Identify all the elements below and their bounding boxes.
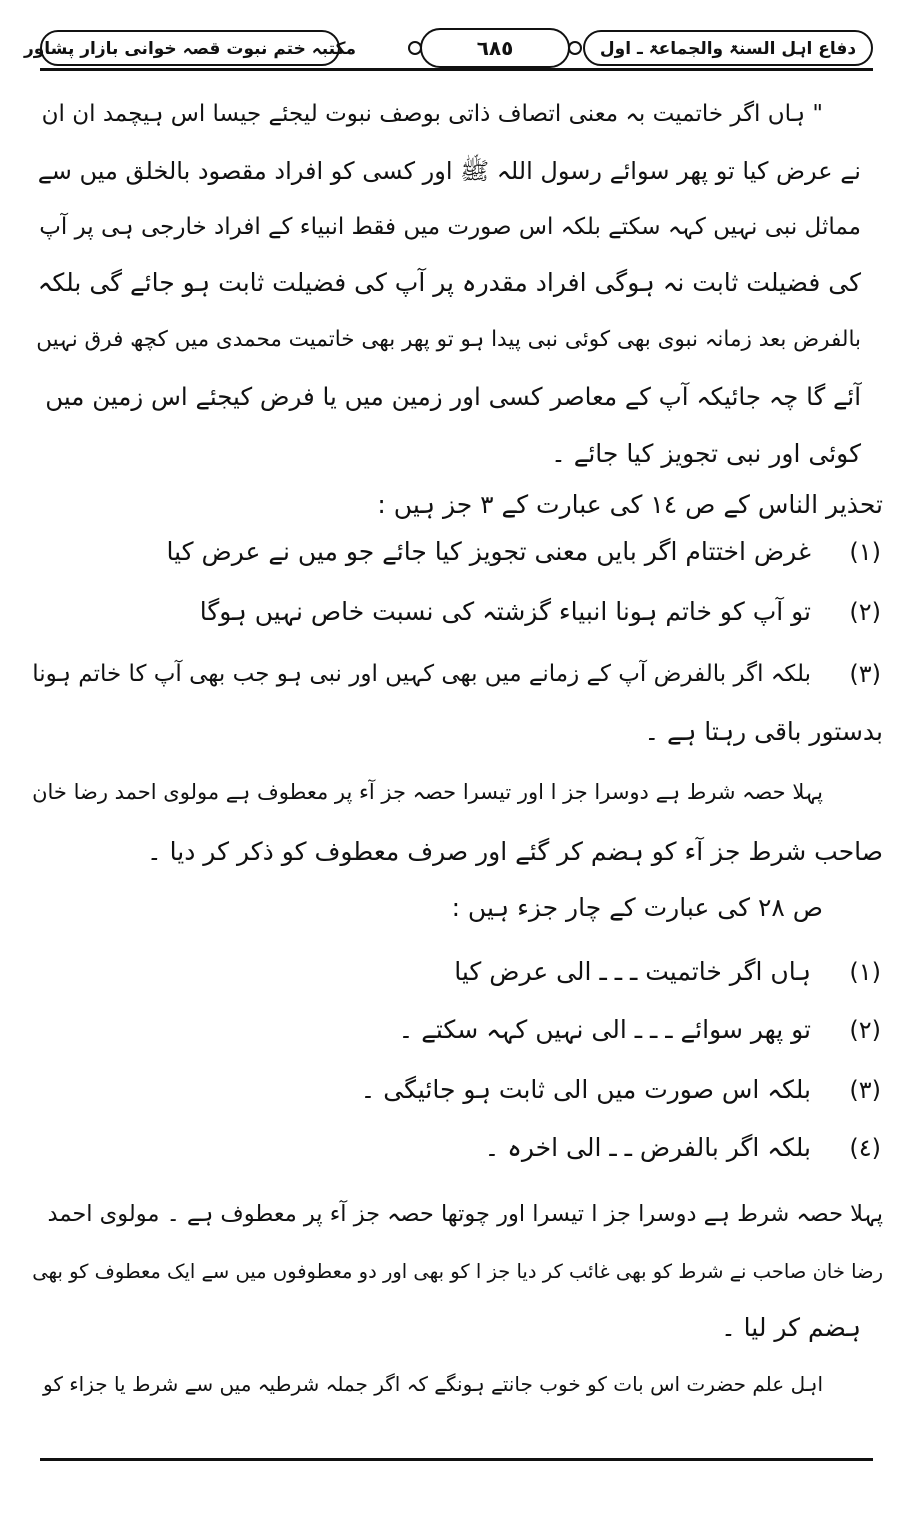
list-item: غرض اختتام اگر بایں معنی تجویز کیا جائے جو میں نے عرض کیا — [166, 537, 811, 566]
paragraph-line: صاحب شرط جز آء کو ہضم کر گئے اور صرف معطوف کو ذکر کر دیا ۔ — [147, 837, 883, 866]
list-number: (٣) — [849, 660, 881, 688]
section-heading: تحذیر الناس کے ص ١٤ کی عبارت کے ٣ جز ہیں : — [377, 490, 883, 519]
list-item: بلکہ اگر بالفرض ـ ـ الی اخرہ ۔ — [484, 1133, 811, 1162]
paragraph-line: ہضم کر لیا ۔ — [721, 1313, 861, 1342]
page-header — [23, 30, 873, 82]
header-rule — [40, 68, 873, 71]
paragraph-line: پہلا حصہ شرط ہے دوسرا جز ا اور تیسرا حصہ جز آء پر معطوف ہے مولوی احمد رضا خان — [32, 780, 823, 804]
paragraph-line: پہلا حصہ شرط ہے دوسرا جز ا تیسرا اور چوتھا حصہ جز آء پر معطوف ہے ۔ مولوی احمد — [47, 1201, 883, 1227]
section-heading: ص ٢٨ کی عبارت کے چار جزء ہیں : — [451, 893, 823, 922]
publisher-title: مکتبہ ختم نبوت قصہ خوانی بازار پشاور — [40, 30, 340, 66]
list-number: (٣) — [849, 1076, 881, 1104]
paragraph-line: رضا خان صاحب نے شرط کو بھی غائب کر دیا جز ا کو بھی اور دو معطوفوں میں سے ایک معطوف کو بھی — [32, 1260, 883, 1283]
list-item: تو آپ کو خاتم ہونا انبیاء گزشتہ کی نسبت خاص نہیں ہوگا — [199, 597, 811, 626]
quote-line: آئے گا چہ جائیکہ آپ کے معاصر کسی اور زمین میں یا فرض کیجئے اس زمین میں — [45, 382, 861, 411]
quote-line: " ہاں اگر خاتمیت بہ معنی اتصاف ذاتی بوصف نبوت لیجئے جیسا اس ہیچمد ان ان — [41, 101, 823, 127]
quote-line: کوئی اور نبی تجویز کیا جائے ۔ — [551, 439, 861, 468]
list-item: تو پھر سوائے ـ ـ ـ الی نہیں کہہ سکتے ۔ — [398, 1015, 811, 1044]
list-number: (١) — [849, 958, 881, 986]
quote-line: کی فضیلت ثابت نہ ہوگی افراد مقدرہ پر آپ کی فضیلت ثابت ہو جائے گی بلکہ — [37, 268, 861, 297]
list-item-continuation: بدستور باقی رہتا ہے ۔ — [644, 717, 883, 746]
list-number: (٢) — [849, 598, 881, 626]
quote-line: مماثل نبی نہیں کہہ سکتے بلکہ اس صورت میں فقط انبیاء کے افراد خارجی ہی پر آپ — [39, 214, 861, 240]
footer-rule — [40, 1458, 873, 1461]
book-title: دفاع اہل السنۃ والجماعۃ ـ اول — [583, 30, 873, 66]
quote-line: نے عرض کیا تو پھر سوائے رسول اللہ ﷺ اور کسی کو افراد مقصود بالخلق میں سے — [37, 157, 861, 185]
closing-line: اہل علم حضرت اس بات کو خوب جانتے ہونگے کہ اگر جملہ شرطیہ میں سے شرط یا جزاء کو — [43, 1372, 823, 1396]
list-number: (٤) — [849, 1134, 881, 1162]
list-item: ہاں اگر خاتمیت ـ ـ ـ الی عرض کیا — [454, 957, 811, 986]
quote-line: بالفرض بعد زمانہ نبوی بھی کوئی نبی پیدا ہو تو پھر بھی خاتمیت محمدی میں کچھ فرق نہیں — [36, 327, 861, 352]
list-item: بلکہ اگر بالفرض آپ کے زمانے میں بھی کہیں اور نبی ہو جب بھی آپ کا خاتم ہونا — [32, 661, 811, 687]
list-number: (٢) — [849, 1016, 881, 1044]
page-number: ٦٨٥ — [420, 28, 570, 68]
list-item: بلکہ اس صورت میں الی ثابت ہو جائیگی ۔ — [360, 1075, 811, 1104]
list-number: (١) — [849, 538, 881, 566]
